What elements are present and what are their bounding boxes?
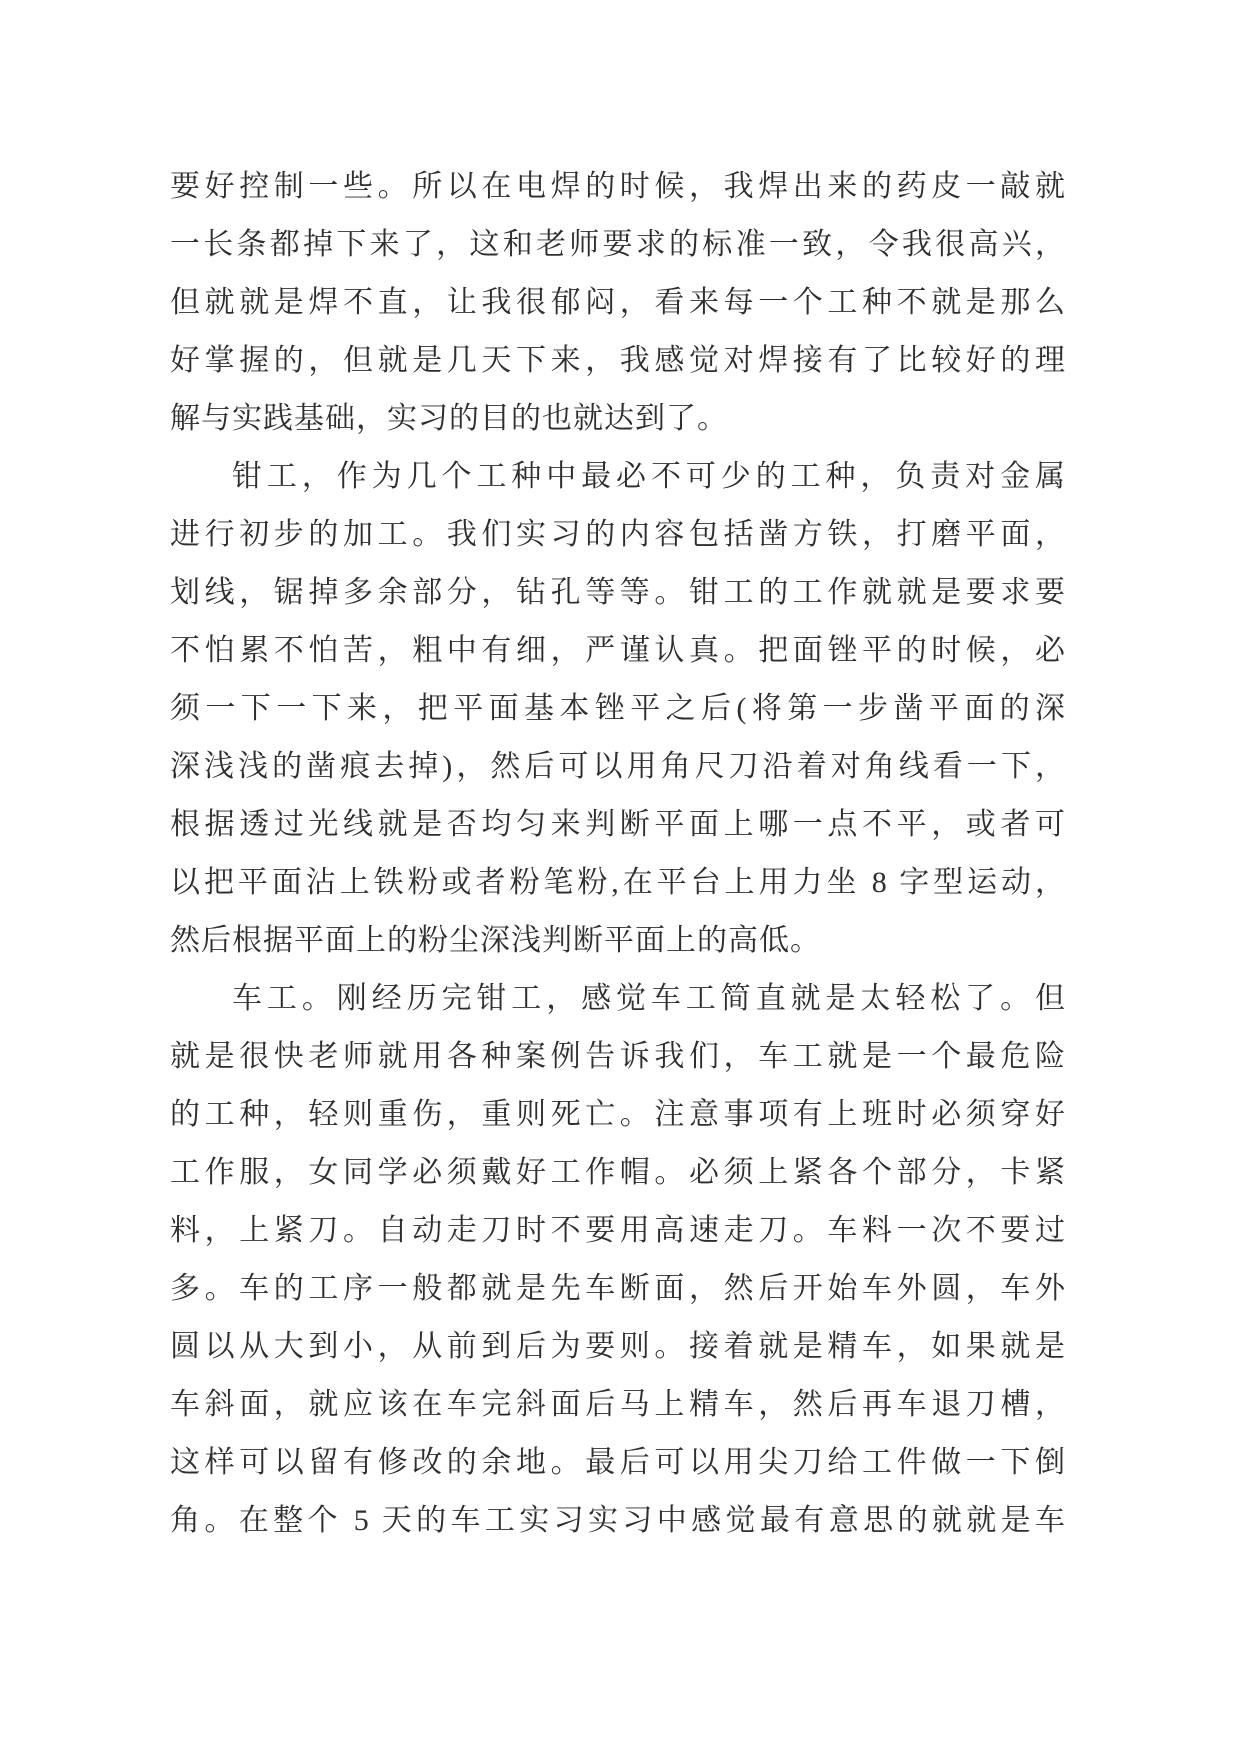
paragraph-lathe	[170, 970, 1066, 1550]
text-line: 角。在整个 5 天的车工实习实习中感觉最有意思的就就是车	[170, 1504, 1066, 1537]
text-line: 的工种，轻则重伤，重则死亡。注意事项有上班时必须穿好	[170, 1098, 1066, 1131]
text-line: 须一下一下来，把平面基本锉平之后(将第一步凿平面的深	[170, 692, 1066, 725]
text-line: 一长条都掉下来了，这和老师要求的标准一致，令我很高兴，	[170, 228, 1066, 261]
text-line: 工作服，女同学必须戴好工作帽。必须上紧各个部分，卡紧	[170, 1156, 1066, 1189]
text-line: 车工。刚经历完钳工，感觉车工简直就是太轻松了。但	[232, 982, 1066, 1015]
text-line: 圆以从大到小，从前到后为要则。接着就是精车，如果就是	[170, 1330, 1066, 1363]
text-line: 料，上紧刀。自动走刀时不要用高速走刀。车料一次不要过	[170, 1214, 1066, 1247]
text-line: 根据透过光线就是否均匀来判断平面上哪一点不平，或者可	[170, 808, 1066, 841]
paragraph-welding	[170, 158, 1066, 448]
text-line: 划线，锯掉多余部分，钻孔等等。钳工的工作就就是要求要	[170, 576, 1066, 609]
paragraph-fitter	[170, 448, 1066, 970]
text-line: 然后根据平面上的粉尘深浅判断平面上的高低。	[170, 924, 821, 957]
text-line: 就是很快老师就用各种案例告诉我们，车工就是一个最危险	[170, 1040, 1066, 1073]
text-line: 车斜面，就应该在车完斜面后马上精车，然后再车退刀槽，	[170, 1388, 1066, 1421]
text-line: 要好控制一些。所以在电焊的时候，我焊出来的药皮一敲就	[170, 170, 1066, 203]
text-line: 钳工，作为几个工种中最必不可少的工种，负责对金属	[232, 460, 1066, 493]
document-body	[170, 158, 1066, 1550]
text-line: 进行初步的加工。我们实习的内容包括凿方铁，打磨平面，	[170, 518, 1066, 551]
text-line: 但就就是焊不直，让我很郁闷，看来每一个工种不就是那么	[170, 286, 1066, 319]
text-line: 以把平面沾上铁粉或者粉笔粉,在平台上用力坐 8 字型运动，	[170, 866, 1066, 899]
text-line: 多。车的工序一般都就是先车断面，然后开始车外圆，车外	[170, 1272, 1066, 1305]
text-line: 这样可以留有修改的余地。最后可以用尖刀给工件做一下倒	[170, 1446, 1066, 1479]
text-line: 解与实践基础，实习的目的也就达到了。	[170, 402, 728, 435]
text-line: 好掌握的，但就是几天下来，我感觉对焊接有了比较好的理	[170, 344, 1066, 377]
text-line: 不怕累不怕苦，粗中有细，严谨认真。把面锉平的时候，必	[170, 634, 1066, 667]
text-line: 深浅浅的凿痕去掉)，然后可以用角尺刀沿着对角线看一下，	[170, 750, 1066, 783]
